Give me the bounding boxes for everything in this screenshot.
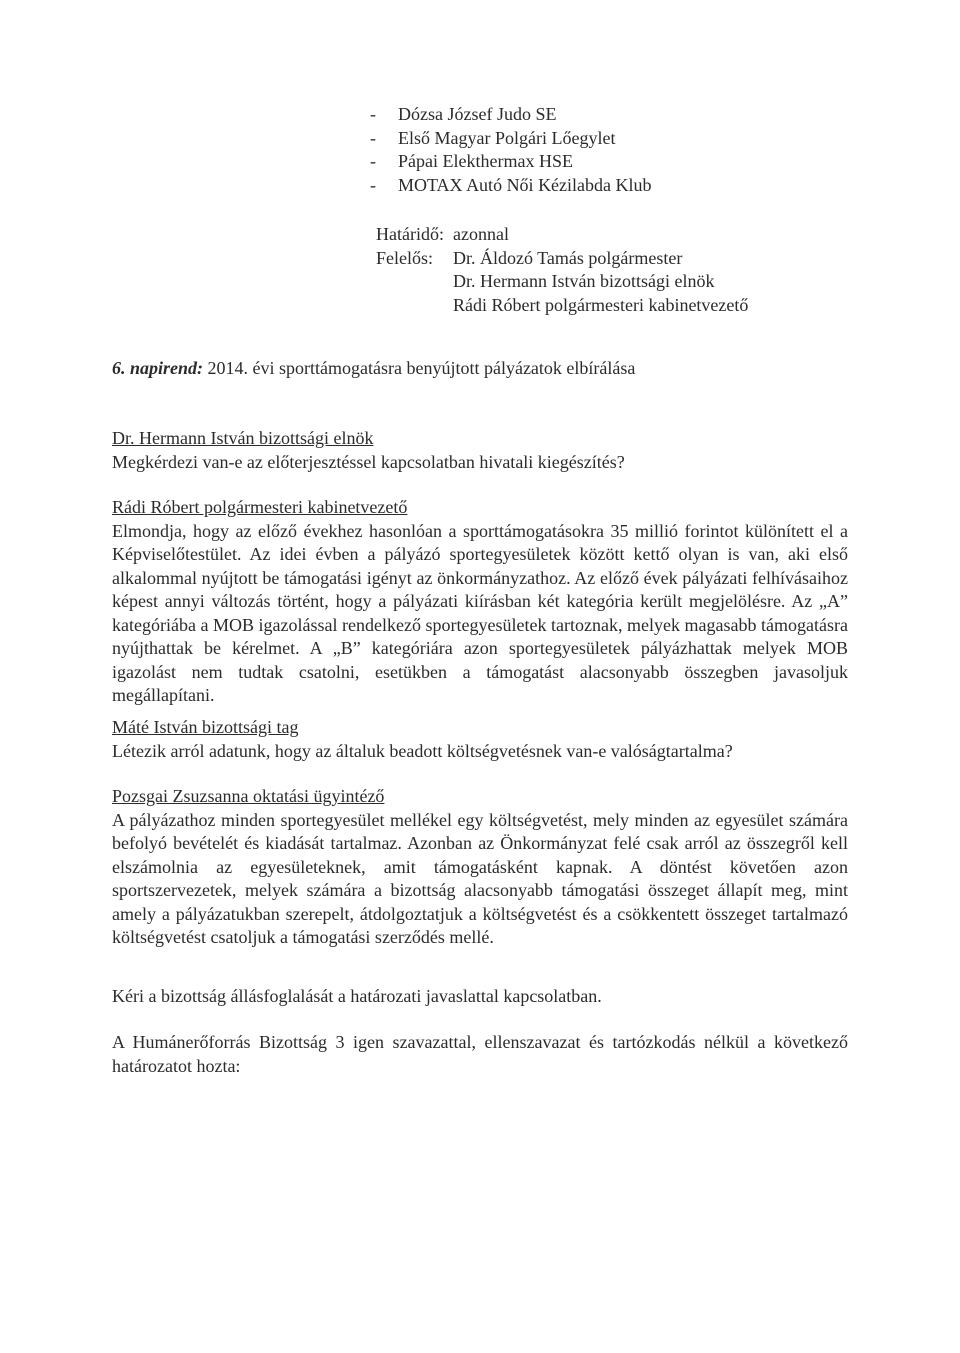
- deadline-value: azonnal: [453, 224, 509, 244]
- agenda-title: 2014. évi sporttámogatásra benyújtott pályázatok elbírálása: [207, 358, 636, 378]
- club-list: [370, 103, 652, 197]
- minutes-entry: [112, 496, 848, 708]
- speaker-name: Pozsgai Zsuzsanna oktatási ügyintéző: [112, 786, 385, 806]
- list-item: [370, 150, 652, 174]
- request-text: Kéri a bizottság állásfoglalását a határozati javaslattal kapcsolatban.: [112, 986, 602, 1006]
- decision-text: A Humánerőforrás Bizottság 3 igen szavazattal, ellenszavazat és tartózkodás nélkül a következő határozatot hozta:: [112, 1032, 848, 1076]
- speaker-statement: Megkérdezi van-e az előterjesztéssel kapcsolatban hivatali kiegészítés?: [112, 451, 625, 472]
- responsible-person: Dr. Hermann István bizottsági elnök: [453, 271, 715, 291]
- speaker-name: Rádi Róbert polgármesteri kabinetvezető: [112, 497, 408, 517]
- minutes-entry: [112, 716, 848, 763]
- responsible-person: Rádi Róbert polgármesteri kabinetvezető: [453, 294, 749, 315]
- committee-request: [112, 985, 848, 1009]
- speaker-name: Máté István bizottsági tag: [112, 717, 299, 737]
- list-dash: -: [370, 127, 376, 148]
- deadline-label: Határidő:: [376, 224, 444, 244]
- list-dash: -: [370, 174, 376, 195]
- list-item: [370, 127, 652, 151]
- responsible-label: Felelős:: [376, 247, 433, 268]
- list-item: [370, 174, 652, 198]
- resolution-meta: [376, 223, 748, 317]
- club-name: MOTAX Autó Női Kézilabda Klub: [398, 174, 652, 195]
- speaker-statement: Létezik arról adatunk, hogy az általuk beadott költségvetésnek van-e valóságtartalma?: [112, 740, 733, 761]
- responsible-row: [376, 247, 748, 271]
- club-name: Pápai Elekthermax HSE: [398, 151, 573, 171]
- responsible-person: Dr. Áldozó Tamás polgármester: [453, 247, 683, 268]
- responsible-row: [376, 294, 748, 318]
- agenda-heading: [112, 356, 635, 380]
- speaker-statement: Elmondja, hogy az előző évekhez hasonlóan a sporttámogatásokra 35 millió forintot különített el a Képviselőtestület. Az idei évben a pályázó sportegyesületek között kettő olyan is van, aki első alkalommal nyújtott be támogatási igényt az önkormányzathoz. Az előző évek pályázati felhívásaihoz képest annyi változás történt, hogy a pályázati kiírásban két kategória került megjelölésre. Az „A” kategóriába a MOB igazolással rendelkező sportegyesületek tartoznak, melyek magasabb támogatásra nyújthattak be kérelmet. A „B” kategóriára azon sportegyesületek pályázhattak melyek MOB igazolást nem tudtak csatolni, esetükben a támogatást alacsonyabb összegben javasoljuk megállapítani.: [112, 520, 848, 705]
- list-item: [370, 103, 652, 127]
- speaker-statement: A pályázathoz minden sportegyesület mellékel egy költségvetést, mely minden az egyesület számára befolyó bevételét és kiadását tartalmaz. Azonban az Önkormányzat felé csak arról az összegről kell elszámolnia az egyesületeknek, amit támogatásként kapnak. A döntést követően azon sportszervezetek, melyek számára a bizottság alacsonyabb támogatási összeget állapít meg, mint amely a pályázatukban szerepelt, átdolgoztatjuk a költségvetést és a csökkentett összeget tartalmazó költségvetést csatoljuk a támogatási szerződés mellé.: [112, 809, 848, 947]
- speaker-name: Dr. Hermann István bizottsági elnök: [112, 428, 374, 448]
- minutes-entry: [112, 785, 848, 950]
- list-dash: -: [370, 151, 376, 171]
- responsible-row: [376, 270, 748, 294]
- committee-decision: [112, 1031, 848, 1078]
- club-name: Dózsa József Judo SE: [398, 104, 557, 124]
- minutes-entry: [112, 427, 848, 474]
- agenda-number: 6. napirend:: [112, 358, 204, 378]
- list-dash: -: [370, 104, 376, 124]
- club-name: Első Magyar Polgári Lőegylet: [398, 127, 616, 148]
- deadline-row: [376, 223, 748, 247]
